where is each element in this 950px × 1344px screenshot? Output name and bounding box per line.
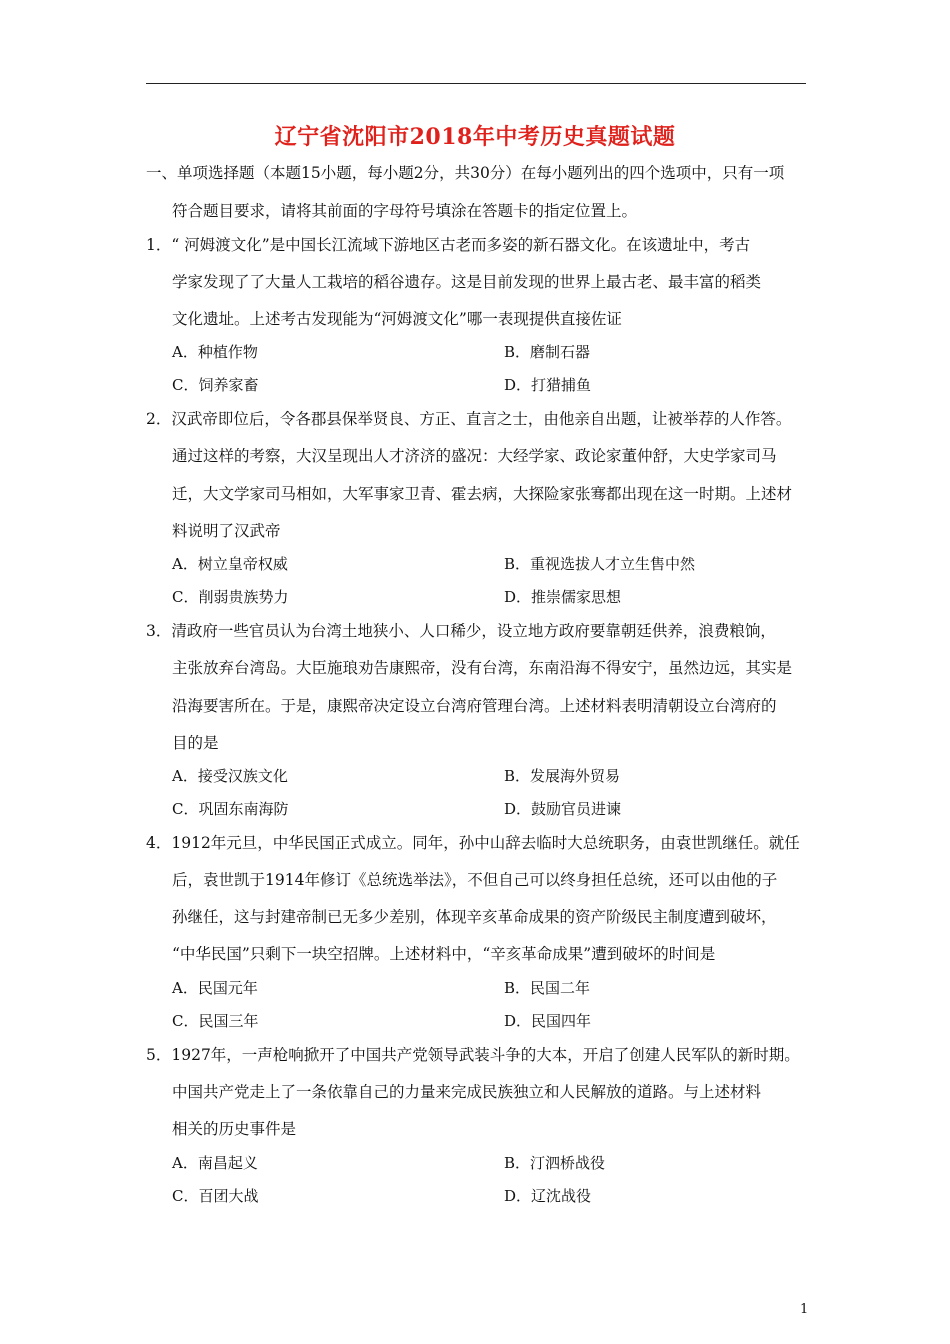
question-4-option-d: D．民国四年 xyxy=(504,1012,592,1030)
question-1-option-c: C．饲养家畜 xyxy=(172,376,259,394)
question-1-option-a: A．种植作物 xyxy=(172,343,258,361)
question-1-line: 1．“ 河姆渡文化”是中国长江流域下游地区古老而多姿的新石器文化。在该遗址中，考古 xyxy=(146,236,751,254)
page-number: 1 xyxy=(800,1302,809,1317)
question-1-option-d: D．打猎捕鱼 xyxy=(504,376,592,394)
question-5-line: 中国共产党走上了一条依靠自己的力量来完成民族独立和人民解放的道路。与上述材料 xyxy=(172,1083,762,1101)
question-3-line: 3．清政府一些官员认为台湾土地狭小、人口稀少，设立地方政府要靠朝廷供养，浪费粮饷， xyxy=(146,622,776,640)
question-5-option-b: B．汀泗桥战役 xyxy=(504,1154,606,1172)
question-4-line: 4．1912年元旦，中华民国正式成立。同年，孙中山辞去临时大总统职务，由袁世凯继任。就任 xyxy=(146,834,800,852)
question-1-option-b: B．磨制石器 xyxy=(504,343,591,361)
question-4-option-b: B．民国二年 xyxy=(504,979,591,997)
question-4-option-a: A．民国元年 xyxy=(172,979,258,997)
section-instructions-line1: 一、单项选择题（本题15小题，每小题2分，共30分）在每小题列出的四个选项中，只有一项 xyxy=(146,164,785,182)
question-3-line: 目的是 xyxy=(172,734,219,752)
question-2-option-c: C．削弱贵族势力 xyxy=(172,588,289,606)
question-5-option-d: D．辽沈战役 xyxy=(504,1187,592,1205)
question-2-option-a: A．树立皇帝权威 xyxy=(172,555,288,573)
question-1-line: 学家发现了了大量人工栽培的稻谷遗存。这是目前发现的世界上最古老、最丰富的稻类 xyxy=(172,273,762,291)
question-3-option-c: C．巩固东南海防 xyxy=(172,800,289,818)
question-4-line: 孙继任，这与封建帝制已无多少差别，体现辛亥革命成果的资产阶级民主制度遭到破坏， xyxy=(172,908,777,926)
question-5-option-a: A．南昌起义 xyxy=(172,1154,258,1172)
question-3-line: 主张放弃台湾岛。大臣施琅劝告康熙帝，没有台湾，东南沿海不得安宁，虽然边远，其实是 xyxy=(172,659,793,677)
question-5-line: 5．1927年，一声枪响掀开了中国共产党领导武装斗争的大本，开启了创建人民军队的新时期。 xyxy=(146,1046,800,1064)
question-5-line: 相关的历史事件是 xyxy=(172,1120,297,1138)
question-2-line: 通过这样的考察，大汉呈现出人才济济的盛况：大经学家、政论家董仲舒，大史学家司马 xyxy=(172,447,777,465)
question-2-option-b: B．重视选拔人才立生售中然 xyxy=(504,555,696,573)
question-3-line: 沿海要害所在。于是，康熙帝决定设立台湾府管理台湾。上述材料表明清朝设立台湾府的 xyxy=(172,697,777,715)
page-title: 辽宁省沈阳市2018年中考历史真题试题 xyxy=(274,124,676,150)
section-instructions-line2: 符合题目要求，请将其前面的字母符号填涂在答题卡的指定位置上。 xyxy=(172,202,638,220)
question-2-line: 2．汉武帝即位后，令各郡县保举贤良、方正、直言之士，由他亲自出题，让被举荐的人作答。 xyxy=(146,410,792,428)
question-2-option-d: D．推崇儒家思想 xyxy=(504,588,622,606)
question-4-line: 后，袁世凯于1914年修订《总统选举法》，不但自己可以终身担任总统，还可以由他的子 xyxy=(172,871,778,889)
question-4-option-c: C．民国三年 xyxy=(172,1012,259,1030)
question-3-option-a: A．接受汉族文化 xyxy=(172,767,288,785)
question-5-option-c: C．百团大战 xyxy=(172,1187,259,1205)
question-2-line: 迁，大文学家司马相如，大军事家卫青、霍去病，大探险家张骞都出现在这一时期。上述材 xyxy=(172,485,793,503)
header-rule xyxy=(146,83,806,84)
question-1-line: 文化遗址。上述考古发现能为“河姆渡文化”哪一表现提供直接佐证 xyxy=(172,310,622,328)
question-3-option-b: B．发展海外贸易 xyxy=(504,767,621,785)
question-2-line: 料说明了汉武帝 xyxy=(172,522,281,540)
question-4-line: “中华民国”只剩下一块空招牌。上述材料中，“辛亥革命成果”遭到破坏的时间是 xyxy=(172,945,716,963)
question-3-option-d: D．鼓励官员进谏 xyxy=(504,800,622,818)
